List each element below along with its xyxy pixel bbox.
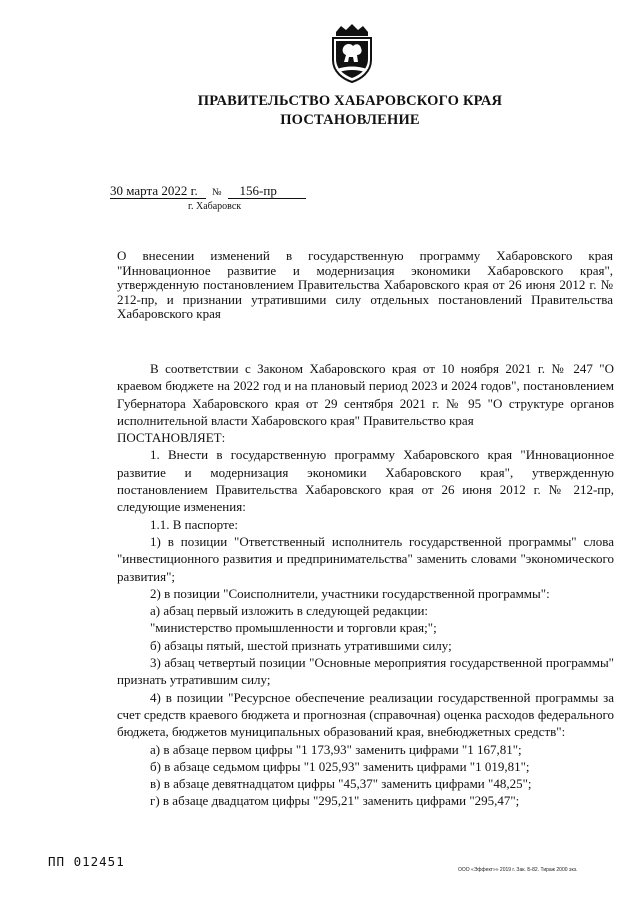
preamble-paragraph: В соответствии с Законом Хабаровского края от 10 ноября 2021 г. № 247 "О краевом бюджете на 2022 год и на плановый период 2023 и 2024 годов", постановлением Губернатора Хабаровского края от 29 сентября 2021 г. № 95 "О структуре органов исполнительной власти Хабаровского края" Правительство края (117, 361, 614, 428)
document-type: ПОСТАНОВЛЕНИЕ (280, 112, 420, 128)
decree-heading: ПОСТАНОВЛЯЕТ: (117, 430, 226, 446)
document-body (117, 360, 614, 810)
date-number-line (110, 183, 306, 199)
paragraph: г) в абзаце двадцатом цифры "295,21" заменить цифрами "295,47"; (150, 793, 520, 809)
printer-imprint: ООО «Эффект»» 2019 г. Зак. Б-82. Тираж 2000 экз. (458, 867, 578, 873)
paragraph: б) в абзаце седьмом цифры "1 025,93" заменить цифрами "1 019,81"; (150, 758, 530, 774)
paragraph: 1) в позиции "Ответственный исполнитель государственной программы" слова "инвестиционного развития и предпринимательства" заменить словами "экономического развития"; (117, 533, 614, 584)
document-date: 30 марта 2022 г. (110, 184, 206, 199)
city: г. Хабаровск (188, 201, 242, 212)
paragraph: а) абзац первый изложить в следующей редакции: (150, 603, 429, 619)
paragraph: 1. Внести в государственную программу Хабаровского края "Инновационное развитие и модернизация экономики Хабаровского края", утвержденную постановлением Правительства Хабаровского края от 26 июня 2012 г. № 212-пр, следующие изменения: (117, 447, 614, 515)
paragraph: 2) в позиции "Соисполнители, участники государственной программы": (150, 585, 550, 601)
paragraph: 1.1. В паспорте: (150, 516, 239, 532)
paragraph: в) в абзаце девятнадцатом цифры "45,37" заменить цифрами "48,25"; (150, 776, 532, 792)
document-number: 156-пр (228, 184, 306, 199)
coat-of-arms-icon (327, 22, 377, 84)
paragraph: б) абзацы пятый, шестой признать утратившими силу; (150, 637, 452, 653)
form-serial-stamp: ПП 012451 (48, 854, 125, 869)
government-title: ПРАВИТЕЛЬСТВО ХАБАРОВСКОГО КРАЯ (197, 93, 503, 109)
paragraph: "министерство промышленности и торговли края;"; (150, 620, 437, 636)
number-sign: № (212, 187, 222, 198)
document-subject: О внесении изменений в государственную программу Хабаровского края "Инновационное развитие и модернизация экономики Хабаровского края", утвержденную постановлением Правительства Хабаровского края от 26 июня 2012 г. № 212-пр, и признании утратившими силу отдельных постановлений Правительства Хабаровского края (117, 248, 613, 321)
paragraph: а) в абзаце первом цифры "1 173,93" заменить цифрами "1 167,81"; (150, 741, 522, 757)
paragraph: 3) абзац четвертый позиции "Основные мероприятия государственной программы" признать утратившим силу; (117, 655, 614, 688)
paragraph: 4) в позиции "Ресурсное обеспечение реализации государственной программы за счет средств краевого бюджета и прогнозная (справочная) оценка расходов федерального бюджета, бюджетов муниципальных образований края, внебюджетных средств": (117, 689, 614, 740)
